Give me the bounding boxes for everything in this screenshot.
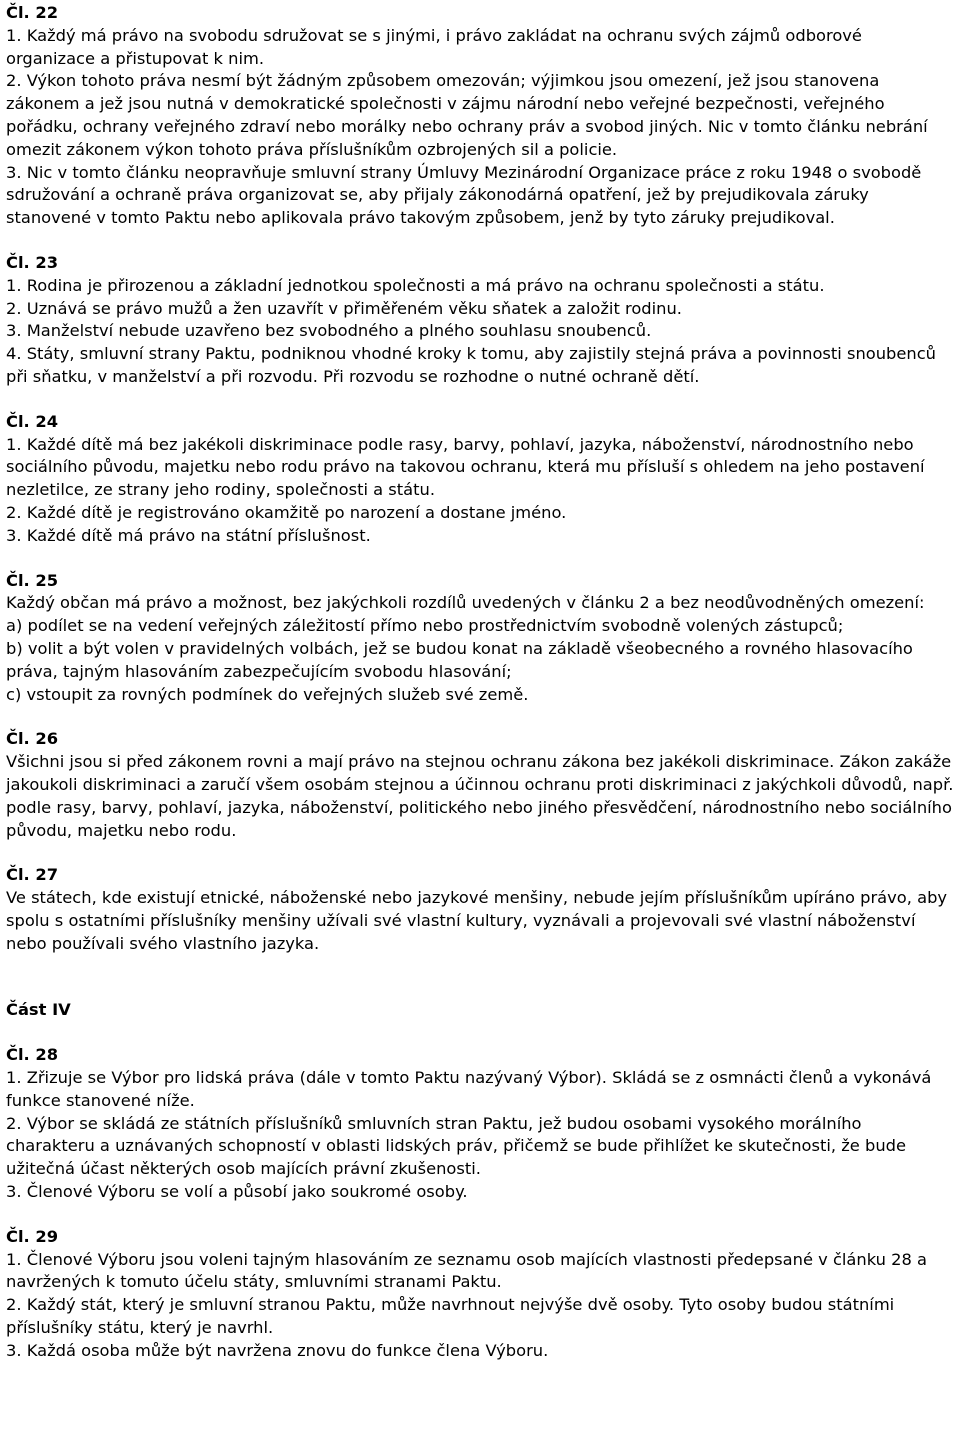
paragraph: Všichni jsou si před zákonem rovni a mají právo na stejnou ochranu zákona bez jakékoli diskriminace. Zákon zakáže jakoukoli diskriminaci a zaručí všem osobám stejnou a účinnou ochranu proti diskriminaci z jakýchkoli důvodů, např. podle rasy, barvy, pohlaví, jazyka, náboženství, politického nebo jiného přesvědčení, národnostního nebo sociálního původu, majetku nebo rodu. [6,752,954,840]
paragraph: 1. Zřizuje se Výbor pro lidská práva (dále v tomto Paktu nazývaný Výbor). Skládá se z osmnácti členů a vykonává funkce stanovené níže. [6,1068,932,1110]
article-heading: Čl. 27 [6,865,59,885]
paragraph: Každý občan má právo a možnost, bez jakýchkoli rozdílů uvedených v článku 2 a bez neodůvodněných omezení: [6,593,925,613]
paragraph: 2. Výbor se skládá ze státních příslušníků smluvních stran Paktu, jež budou osobami vysokého morálního charakteru a uznávaných schopností v oblasti lidských práv, přičemž se bude přihlížet ke skutečnosti, že bude užitečná účast některých osob majících právní zkušenosti. [6,1113,906,1179]
article-22 [6,2,954,230]
article-heading: Čl. 29 [6,1226,59,1246]
paragraph: 2. Každý stát, který je smluvní stranou Paktu, může navrhnout nejvýše dvě osoby. Tyto osoby budou státními příslušníky státu, který je navrhl. [6,1295,895,1338]
article-heading: Čl. 23 [6,252,59,272]
paragraph: 1. Každé dítě má bez jakékoli diskriminace podle rasy, barvy, pohlaví, jazyka, náboženství, národnostního nebo sociálního původu, majetku nebo rodu právo na takovou ochranu, která mu přísluší s ohledem na jeho postavení nezletilce, ze strany jeho rodiny, společnosti a státu. [6,434,925,500]
paragraph: 1. Členové Výboru jsou voleni tajným hlasováním ze seznamu osob majících vlastnosti předepsané v článku 28 a navržených k tomuto účelu státy, smluvními stranami Paktu. [6,1249,928,1292]
paragraph: 1. Rodina je přirozenou a základní jednotkou společnosti a má právo na ochranu společnosti a státu. [6,275,825,295]
paragraph: 3. Členové Výboru se volí a působí jako soukromé osoby. [6,1182,468,1202]
part-heading: Část IV [6,1000,71,1020]
article-heading: Čl. 24 [6,411,59,431]
paragraph: 3. Manželství nebude uzavřeno bez svobodného a plného souhlasu snoubenců. [6,321,652,341]
article-heading: Čl. 28 [6,1045,59,1065]
paragraph: 2. Výkon tohoto práva nesmí být žádným způsobem omezován; výjimkou jsou omezení, jež jsou stanovena zákonem a jež jsou nutná v demokratické společnosti v zájmu národní nebo veřejné bezpečnosti, veřejného pořádku, ochrany veřejného zdraví nebo morálky nebo ochrany práv a svobod jiných. Nic v tomto článku nebrání omezit zákonem výkon tohoto práva příslušníkům ozbrojených sil a policie. [6,71,928,159]
paragraph: b) volit a být volen v pravidelných volbách, jež se budou konat na základě všeobecného a rovného hlasovacího práva, tajným hlasováním zabezpečujícím svobodu hlasování; [6,638,913,681]
article-24 [6,411,954,548]
paragraph: 3. Každá osoba může být navržena znovu do funkce člena Výboru. [6,1340,549,1360]
paragraph: 2. Každé dítě je registrováno okamžitě po narození a dostane jméno. [6,502,567,522]
article-25 [6,570,954,707]
part-iv [6,999,954,1022]
article-28 [6,1044,954,1204]
article-27 [6,864,954,955]
article-26 [6,728,954,842]
article-23 [6,252,954,389]
article-heading: Čl. 25 [6,570,59,590]
paragraph: 3. Každé dítě má právo na státní příslušnost. [6,525,371,545]
paragraph: 3. Nic v tomto článku neopravňuje smluvní strany Úmluvy Mezinárodní Organizace práce z roku 1948 o svobodě sdružování a ochraně práva organizovat se, aby přijaly zákonodárná opatření, jež by prejudikovala záruky stanovené v tomto Paktu nebo aplikovala právo takovým způsobem, jenž by tyto záruky prejudikoval. [6,162,922,228]
paragraph: 4. Státy, smluvní strany Paktu, podniknou vhodné kroky k tomu, aby zajistily stejná práva a povinnosti snoubenců při sňatku, v manželství a při rozvodu. Při rozvodu se rozhodne o nutné ochraně dětí. [6,344,937,386]
article-heading: Čl. 26 [6,729,59,749]
article-heading: Čl. 22 [6,3,59,22]
paragraph: 2. Uznává se právo mužů a žen uzavřít v přiměřeném věku sňatek a založit rodinu. [6,298,682,318]
article-29 [6,1226,954,1363]
paragraph: 1. Každý má právo na svobodu sdružovat se s jinými, i právo zakládat na ochranu svých zájmů odborové organizace a přistupovat k nim. [6,25,862,68]
paragraph: c) vstoupit za rovných podmínek do veřejných služeb své země. [6,684,529,704]
paragraph: a) podílet se na vedení veřejných záležitostí přímo nebo prostřednictvím svobodně volených zástupců; [6,616,844,636]
paragraph: Ve státech, kde existují etnické, náboženské nebo jazykové menšiny, nebude jejím příslušníkům upíráno právo, aby spolu s ostatními příslušníky menšiny užívali své vlastní kultury, vyznávali a projevovali své vlastní náboženství nebo používali svého vlastního jazyka. [6,888,948,953]
